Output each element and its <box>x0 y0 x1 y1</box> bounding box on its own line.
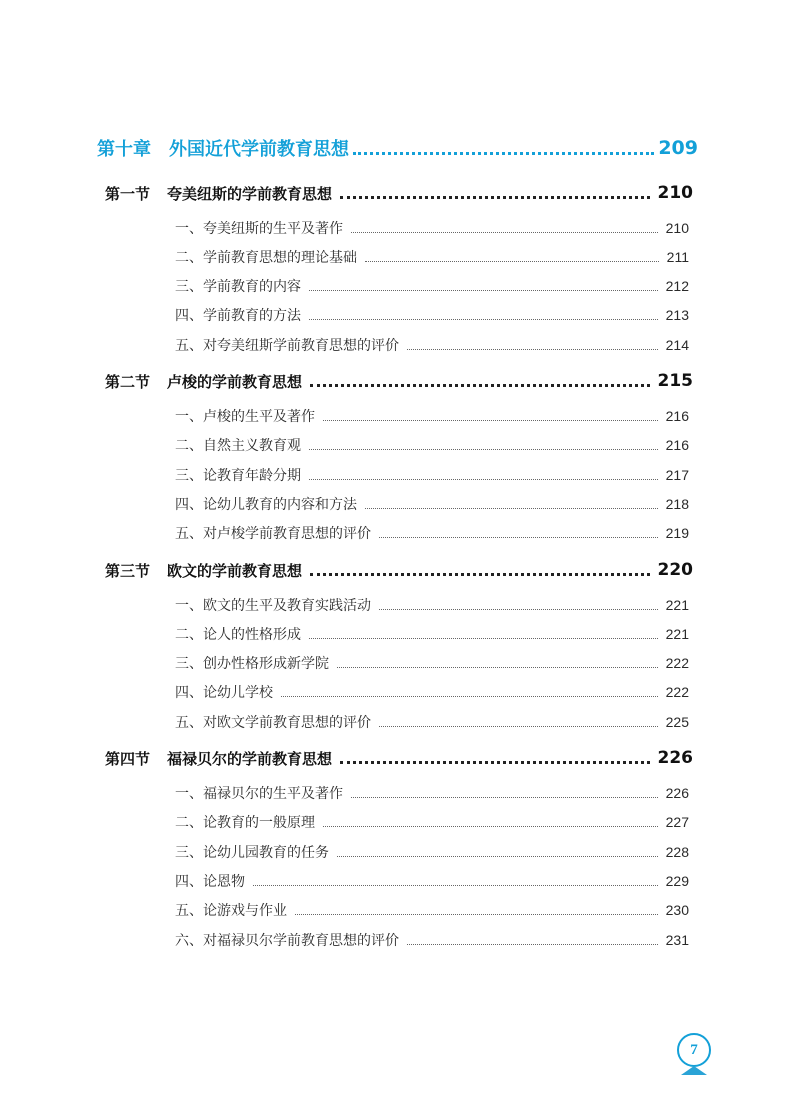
item-title: 一、福禄贝尔的生平及著作 <box>175 786 343 802</box>
item-page-number: 230 <box>665 902 689 918</box>
toc-section-entry[interactable] <box>105 181 693 205</box>
toc-item[interactable] <box>175 841 689 863</box>
toc-item[interactable] <box>175 434 689 456</box>
dot-leader <box>337 856 658 857</box>
item-page-number: 229 <box>665 873 689 889</box>
toc-item[interactable] <box>175 522 689 544</box>
item-page-number: 231 <box>665 932 689 948</box>
toc-item[interactable] <box>175 623 689 645</box>
item-page-number: 210 <box>665 220 689 236</box>
section-page-number: 210 <box>657 183 693 203</box>
toc-item[interactable] <box>175 275 689 297</box>
section-number: 第四节 <box>105 749 151 768</box>
item-title: 二、论教育的一般原理 <box>175 815 315 831</box>
section-title: 夸美纽斯的学前教育思想 <box>167 184 333 203</box>
toc-chapter-entry[interactable] <box>97 134 698 162</box>
toc-item[interactable] <box>175 493 689 515</box>
toc-section-entry[interactable] <box>105 558 693 582</box>
toc-item[interactable] <box>175 334 689 356</box>
toc-item[interactable] <box>175 405 689 427</box>
item-title: 四、论恩物 <box>175 874 245 890</box>
toc-item[interactable] <box>175 304 689 326</box>
item-title: 二、论人的性格形成 <box>175 627 301 643</box>
dot-leader <box>351 797 658 798</box>
item-title: 四、学前教育的方法 <box>175 308 301 324</box>
item-page-number: 213 <box>665 307 689 323</box>
chapter-title: 外国近代学前教育思想 <box>169 139 349 160</box>
item-page-number: 216 <box>665 437 689 453</box>
dot-leader <box>337 667 658 668</box>
item-page-number: 226 <box>665 785 689 801</box>
item-page-number: 214 <box>665 337 689 353</box>
item-page-number: 228 <box>665 844 689 860</box>
dot-leader <box>365 508 658 509</box>
section-number: 第一节 <box>105 184 151 203</box>
chapter-number: 第十章 <box>97 139 151 160</box>
dot-leader <box>407 349 658 350</box>
section-page-number: 220 <box>657 560 693 580</box>
item-title: 五、对卢梭学前教育思想的评价 <box>175 526 371 542</box>
dot-leader <box>310 573 649 576</box>
item-title: 五、对夸美纽斯学前教育思想的评价 <box>175 338 399 354</box>
item-title: 三、论幼儿园教育的任务 <box>175 845 329 861</box>
dot-leader <box>309 638 658 639</box>
item-title: 三、学前教育的内容 <box>175 279 301 295</box>
dot-leader <box>309 319 658 320</box>
section-title: 福禄贝尔的学前教育思想 <box>167 749 333 768</box>
dot-leader <box>365 261 659 262</box>
item-page-number: 218 <box>665 496 689 512</box>
item-page-number: 225 <box>665 714 689 730</box>
item-title: 三、创办性格形成新学院 <box>175 656 329 672</box>
dot-leader <box>309 290 658 291</box>
toc-item[interactable] <box>175 652 689 674</box>
toc-item[interactable] <box>175 782 689 804</box>
dot-leader <box>309 479 658 480</box>
dot-leader <box>379 537 658 538</box>
item-page-number: 211 <box>666 249 689 265</box>
toc-item[interactable] <box>175 246 689 268</box>
page-number-badge: 7 <box>677 1033 711 1067</box>
dot-leader <box>407 944 658 945</box>
toc-item[interactable] <box>175 811 689 833</box>
dot-leader <box>351 232 658 233</box>
item-title: 二、自然主义教育观 <box>175 438 301 454</box>
section-page-number: 215 <box>657 371 693 391</box>
item-page-number: 221 <box>665 597 689 613</box>
section-page-number: 226 <box>657 748 693 768</box>
item-title: 一、欧文的生平及教育实践活动 <box>175 598 371 614</box>
toc-item[interactable] <box>175 681 689 703</box>
item-page-number: 217 <box>665 467 689 483</box>
toc-section-entry[interactable] <box>105 369 693 393</box>
item-title: 二、学前教育思想的理论基础 <box>175 250 357 266</box>
toc-item[interactable] <box>175 899 689 921</box>
item-title: 一、夸美纽斯的生平及著作 <box>175 221 343 237</box>
item-page-number: 216 <box>665 408 689 424</box>
item-page-number: 219 <box>665 525 689 541</box>
section-number: 第二节 <box>105 372 151 391</box>
toc-item[interactable] <box>175 870 689 892</box>
chapter-page-number: 209 <box>658 137 698 159</box>
dot-leader <box>340 761 649 764</box>
item-page-number: 222 <box>665 655 689 671</box>
dot-leader <box>323 420 658 421</box>
dot-leader <box>323 826 658 827</box>
section-number: 第三节 <box>105 561 151 580</box>
item-title: 五、对欧文学前教育思想的评价 <box>175 715 371 731</box>
dot-leader <box>309 449 658 450</box>
dot-leader <box>253 885 658 886</box>
dot-leader <box>310 384 649 387</box>
section-title: 卢梭的学前教育思想 <box>167 372 303 391</box>
section-title: 欧文的学前教育思想 <box>167 561 303 580</box>
dot-leader <box>281 696 658 697</box>
item-title: 一、卢梭的生平及著作 <box>175 409 315 425</box>
triangle-marker-icon <box>681 1066 707 1075</box>
item-title: 四、论幼儿教育的内容和方法 <box>175 497 357 513</box>
toc-section-entry[interactable] <box>105 746 693 770</box>
item-page-number: 212 <box>665 278 689 294</box>
dot-leader <box>379 609 658 610</box>
dot-leader <box>379 726 658 727</box>
dot-leader <box>353 152 654 155</box>
item-title: 四、论幼儿学校 <box>175 685 273 701</box>
item-page-number: 221 <box>665 626 689 642</box>
dot-leader <box>340 196 649 199</box>
toc-item[interactable] <box>175 464 689 486</box>
toc-item[interactable] <box>175 594 689 616</box>
item-page-number: 222 <box>665 684 689 700</box>
item-page-number: 227 <box>665 814 689 830</box>
toc-item[interactable] <box>175 711 689 733</box>
dot-leader <box>295 914 658 915</box>
toc-item[interactable] <box>175 929 689 951</box>
toc-item[interactable] <box>175 217 689 239</box>
item-title: 三、论教育年龄分期 <box>175 468 301 484</box>
item-title: 五、论游戏与作业 <box>175 903 287 919</box>
item-title: 六、对福禄贝尔学前教育思想的评价 <box>175 933 399 949</box>
